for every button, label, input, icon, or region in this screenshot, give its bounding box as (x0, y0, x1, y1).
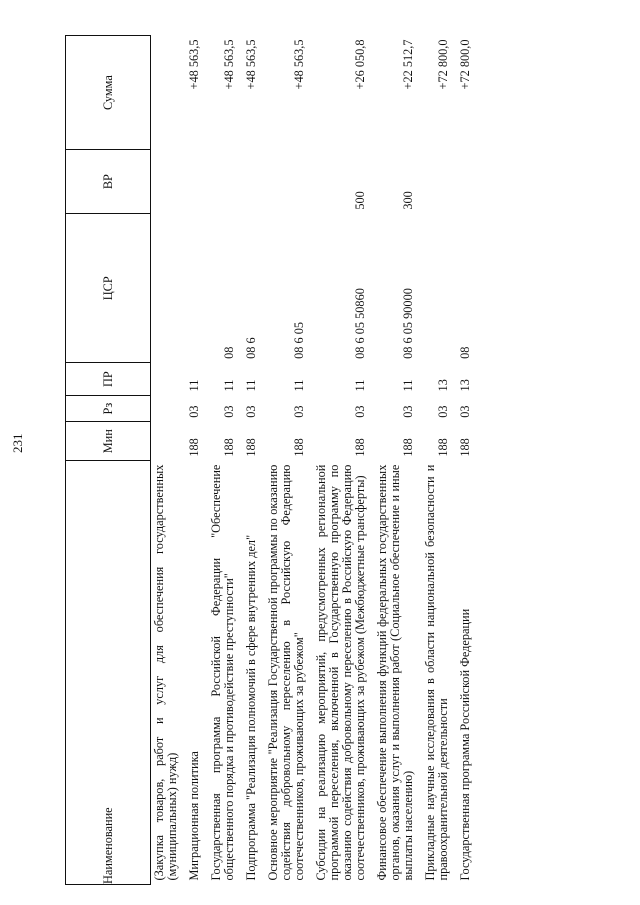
row-vr: 300 (401, 191, 415, 210)
row-sum: +72 800,0 (458, 39, 472, 90)
row-csr: 08 6 05 (292, 321, 306, 359)
table-row (181, 36, 203, 885)
row-min: 188 (187, 438, 201, 457)
row-name: Миграционная политика (187, 751, 201, 881)
row-pr: 11 (292, 379, 306, 392)
row-name: Государственная программа Российской Федерации (458, 608, 472, 881)
page-number: 231 (10, 433, 25, 453)
row-rz: 03 (436, 405, 450, 418)
row-min: 188 (244, 438, 258, 457)
row-min: 188 (292, 438, 306, 457)
table-row (308, 36, 369, 885)
row-pr: 11 (222, 379, 236, 392)
row-sum: +22 512,7 (401, 39, 415, 90)
table-row (452, 36, 474, 885)
table-row (151, 36, 182, 885)
header-min: Мин (66, 422, 151, 461)
row-sum: +72 800,0 (436, 39, 450, 90)
table-row (203, 36, 238, 885)
row-name: Финансовое обеспечение выполнения функций федеральных государственных органов, оказания услуг и выполнения работ (Социальное обеспечение и иные выплаты населению) (375, 464, 415, 881)
row-vr (151, 150, 182, 214)
row-pr: 13 (436, 379, 450, 392)
row-csr: 08 6 05 50860 (353, 288, 367, 359)
table-row (260, 36, 308, 885)
row-pr (151, 363, 182, 396)
row-sum (151, 36, 182, 150)
header-rz: Рз (66, 395, 151, 421)
row-sum: +48 563,5 (292, 39, 306, 90)
header-pr: ПР (66, 363, 151, 396)
row-pr: 11 (401, 379, 415, 392)
row-rz: 03 (353, 405, 367, 418)
row-min: 188 (353, 438, 367, 457)
row-rz: 03 (458, 405, 472, 418)
row-vr (260, 150, 308, 214)
row-name: (Закупка товаров, работ и услуг для обеспечения государственных (муниципальных) нужд) (152, 464, 179, 881)
row-min: 188 (222, 438, 236, 457)
header-name: Наименование (66, 461, 151, 885)
row-csr: 08 6 05 90000 (401, 288, 415, 359)
row-min (151, 422, 182, 461)
row-vr (417, 150, 452, 214)
row-sum: +48 563,5 (187, 39, 201, 90)
table-header (66, 36, 151, 885)
row-name: Государственная программа Российской Федерации "Обеспечение общественного порядка и противодействие преступности" (209, 464, 236, 881)
row-min: 188 (401, 438, 415, 457)
row-vr (452, 150, 474, 214)
row-sum: +48 563,5 (244, 39, 258, 90)
row-csr: 08 (458, 346, 472, 359)
row-name: Основное мероприятие "Реализация Государственной программы по оказанию содействия добровольному переселению в Российскую Федерацию соотечественников, проживающих за рубежом" (266, 464, 306, 881)
row-csr (181, 214, 203, 363)
table-row (417, 36, 452, 885)
budget-table (65, 35, 474, 885)
row-vr (238, 150, 260, 214)
row-name: Субсидии на реализацию мероприятий, предусмотренных региональной программой переселения, включенной в Государственную программу по оказанию содействия добровольному переселению в Российскую Федерацию соотечественников, проживающих за рубежом (Межбюджетные трансферты) (314, 464, 367, 881)
row-sum: +26 050,8 (353, 39, 367, 90)
row-rz: 03 (222, 405, 236, 418)
row-min: 188 (436, 438, 450, 457)
row-min: 188 (458, 438, 472, 457)
row-sum: +48 563,5 (222, 39, 236, 90)
row-rz (151, 395, 182, 421)
row-csr (417, 214, 452, 363)
row-pr: 13 (458, 379, 472, 392)
table-row (369, 36, 417, 885)
row-rz: 03 (292, 405, 306, 418)
row-pr: 11 (187, 379, 201, 392)
table-row (238, 36, 260, 885)
row-name: Подпрограмма "Реализация полномочий в сфере внутренних дел" (244, 534, 258, 881)
row-pr: 11 (244, 379, 258, 392)
header-sum: Сумма (66, 36, 151, 150)
row-rz: 03 (244, 405, 258, 418)
row-csr: 08 (222, 346, 236, 359)
header-vr: ВР (66, 150, 151, 214)
row-pr: 11 (353, 379, 367, 392)
row-vr (203, 150, 238, 214)
row-csr (151, 214, 182, 363)
row-rz: 03 (187, 405, 201, 418)
row-vr (181, 150, 203, 214)
row-rz: 03 (401, 405, 415, 418)
row-vr: 500 (353, 191, 367, 210)
row-name: Прикладные научные исследования в области национальной безопасности и правоохранительной деятельности (423, 464, 450, 881)
row-csr: 08 6 (244, 337, 258, 359)
header-csr: ЦСР (66, 214, 151, 363)
